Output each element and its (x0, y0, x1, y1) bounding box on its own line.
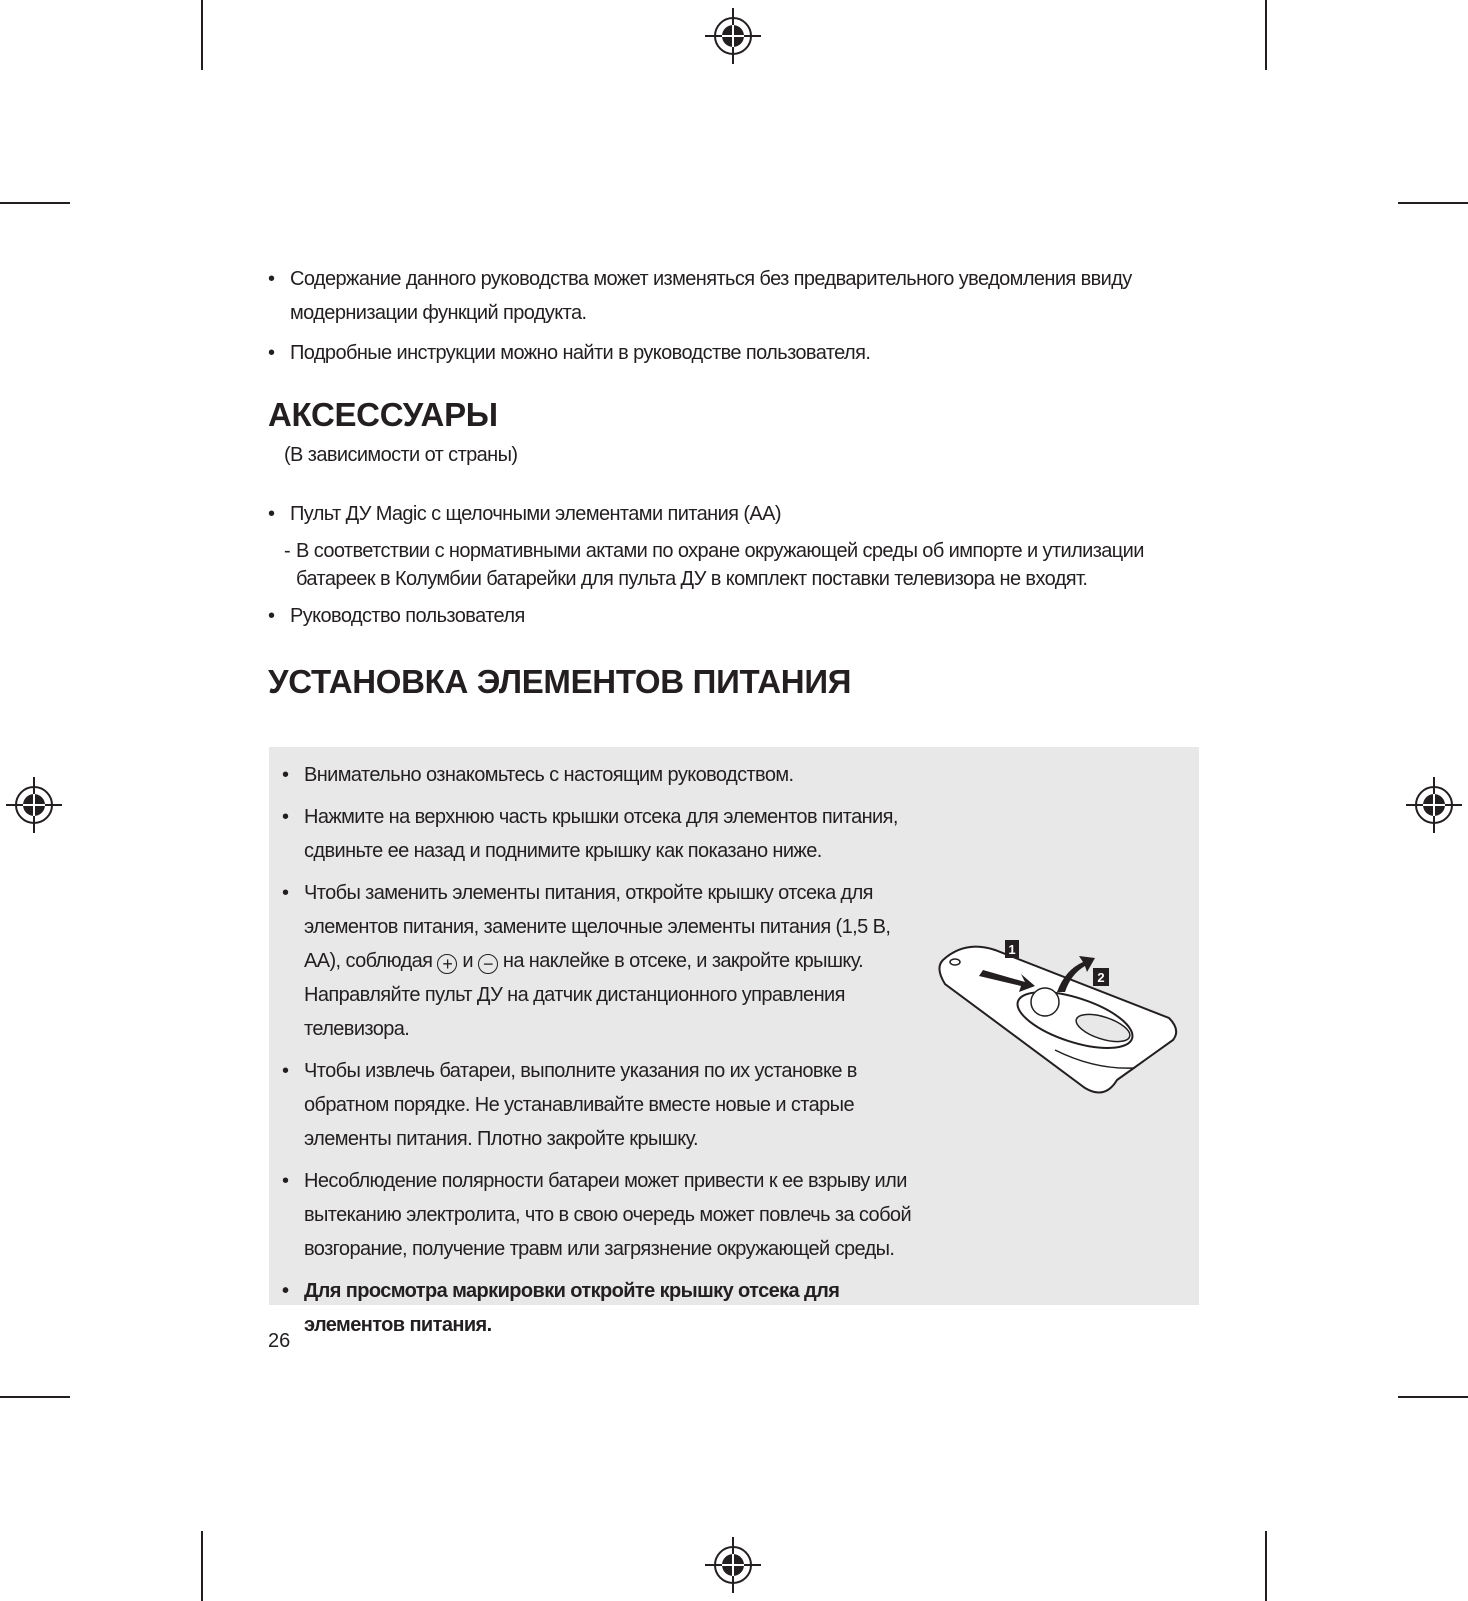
battery-bullet: • Несоблюдение полярности батареи может привести к ее взрыву или вытеканию электролита, что в свою очередь может повлечь за собой возгорание, получение травм или загрязнение окружающей среды. (282, 1164, 922, 1266)
page-content (268, 262, 1198, 701)
section-title-battery: УСТАНОВКА ЭЛЕМЕНТОВ ПИТАНИЯ (268, 663, 852, 700)
remote-battery-illustration (935, 940, 1195, 1100)
registration-mark-icon (1406, 777, 1462, 833)
registration-mark-icon (6, 777, 62, 833)
registration-mark-icon (705, 1537, 761, 1593)
crop-mark (1398, 1396, 1468, 1398)
step-2-label: 2 (1097, 970, 1105, 985)
battery-bullet: • Чтобы извлечь батареи, выполните указания по их установке в обратном порядке. Не устанавливайте вместе новые и старые элементы питания. Плотно закройте крышку. (282, 1054, 922, 1156)
battery-bullet-text: Чтобы заменить элементы питания, откройте крышку отсека для элементов питания, замените щелочные элементы питания (1,5 В, AA), соблюдая (304, 882, 891, 972)
intro-bullet: • Подробные инструкции можно найти в руководстве пользователя. (268, 336, 1198, 370)
page-number: 26 (268, 1330, 291, 1352)
crop-mark (0, 202, 70, 204)
crop-mark (0, 1396, 70, 1398)
battery-bullet: • Нажмите на верхнюю часть крышки отсека для элементов питания, сдвиньте ее назад и поднимите крышку как показано ниже. (282, 800, 922, 868)
crop-mark (1265, 0, 1267, 70)
minus-icon: − (478, 954, 498, 974)
registration-mark-icon (705, 8, 761, 64)
crop-mark (1265, 1531, 1267, 1601)
crop-mark (1398, 202, 1468, 204)
country-note: (В зависимости от страны) (284, 444, 518, 466)
crop-mark (201, 1531, 203, 1601)
accessory-item: • Пульт ДУ Magic с щелочными элементами питания (AA) (268, 497, 1198, 531)
battery-bullet-text: и (462, 950, 473, 972)
intro-bullet: • Содержание данного руководства может изменяться без предварительного уведомления ввиду модернизации функций продукта. (268, 262, 1198, 330)
battery-instructions (282, 758, 922, 1350)
battery-bullet (282, 876, 922, 1046)
battery-bullet-text: на наклейке в отсеке, и закройте крышку. Направляйте пульт ДУ на датчик дистанционного управления телевизора. (304, 950, 864, 1040)
step-1-label: 1 (1008, 942, 1016, 957)
accessory-item: • Руководство пользователя (268, 599, 1198, 633)
section-title-accessories: АКСЕССУАРЫ (268, 396, 498, 433)
crop-mark (201, 0, 203, 70)
remote-control-icon (939, 947, 1176, 1093)
accessory-subitem: - В соответствии с нормативными актами по охране окружающей среды об импорте и утилизации батареек в Колумбии батарейки для пульта ДУ в комплект поставки телевизора не входят. (268, 537, 1198, 593)
battery-bullet: • Внимательно ознакомьтесь с настоящим руководством. (282, 758, 922, 792)
plus-icon: + (437, 954, 457, 974)
battery-bullet-bold: • Для просмотра маркировки откройте крышку отсека для элементов питания. (282, 1274, 922, 1342)
